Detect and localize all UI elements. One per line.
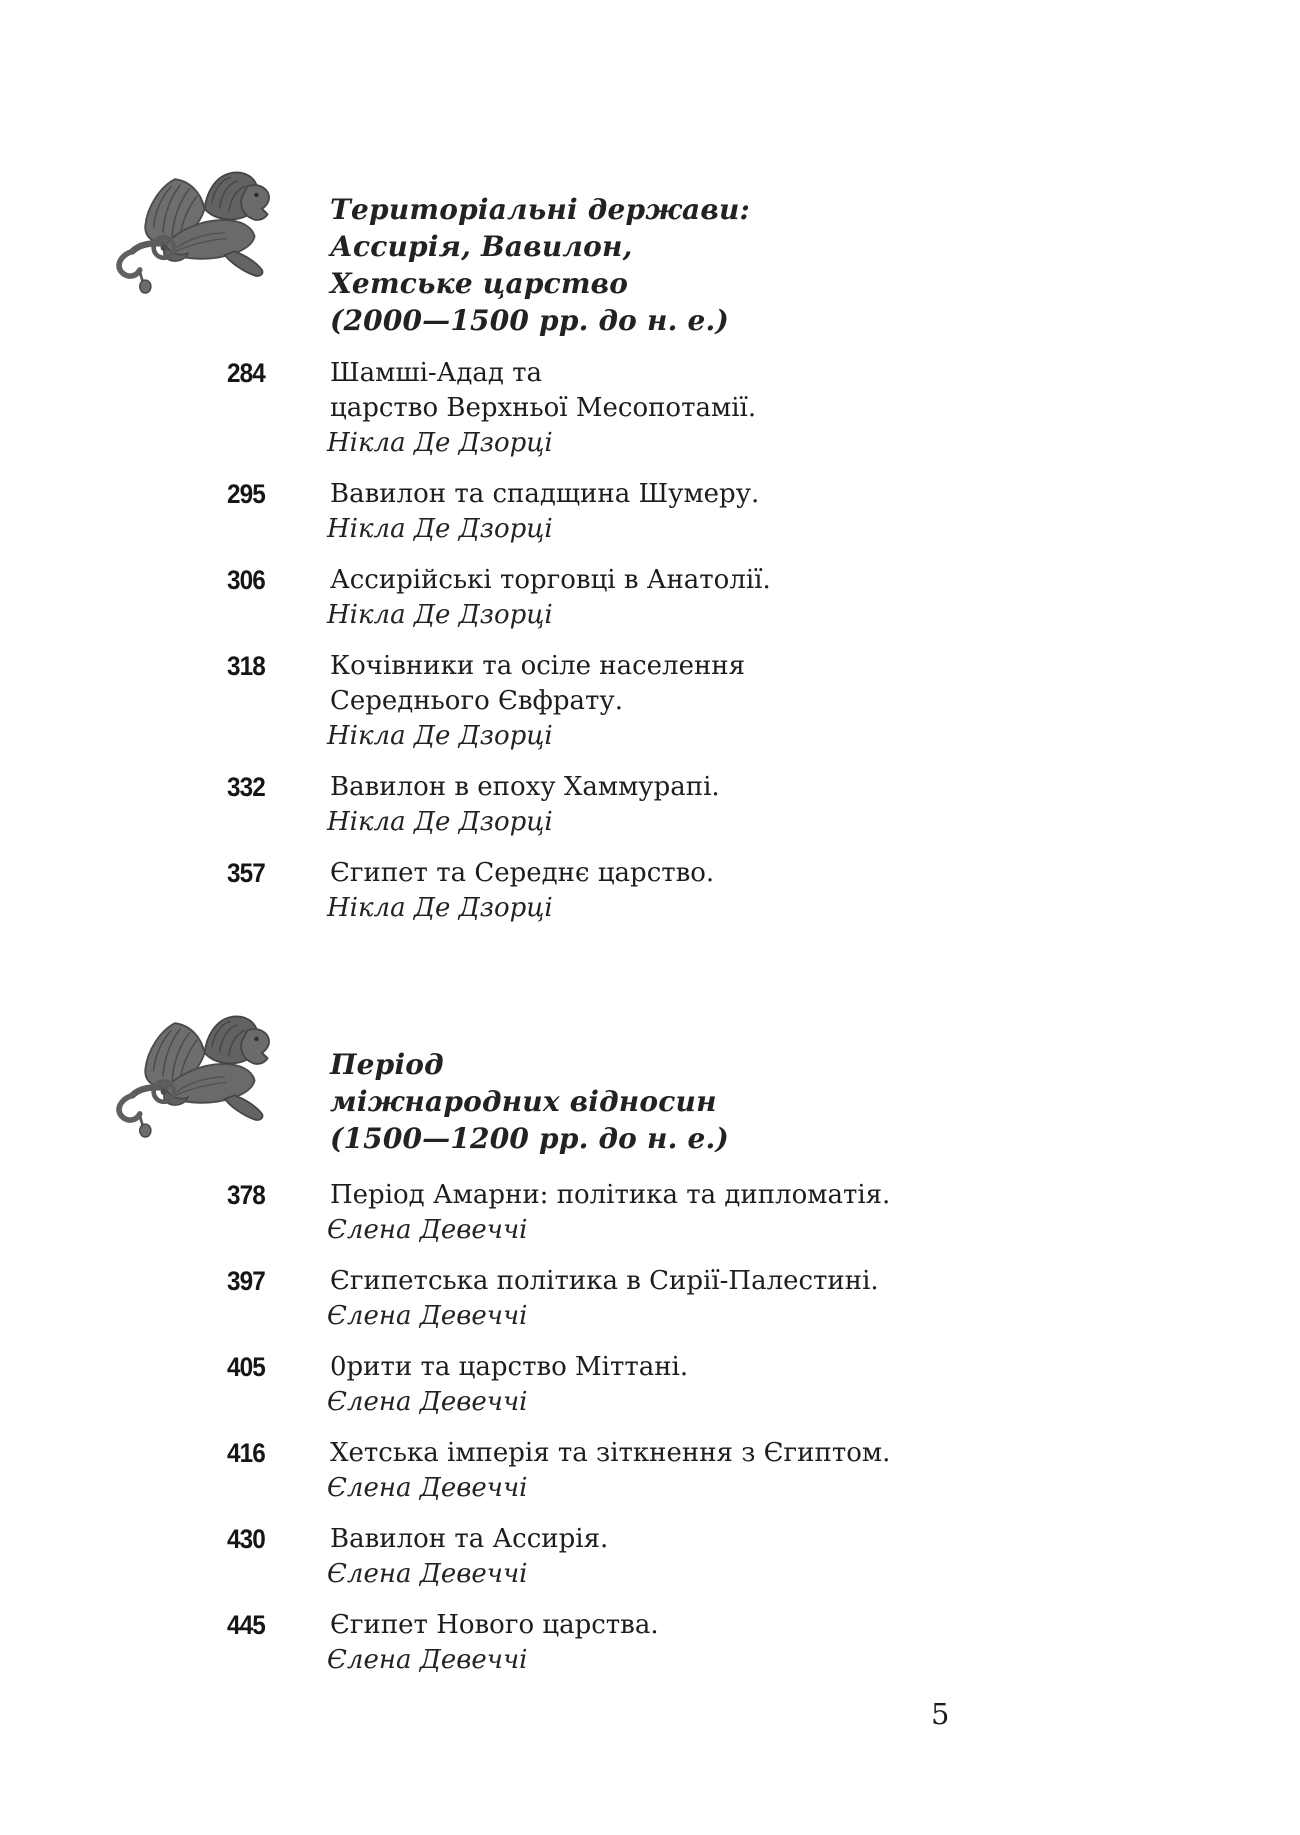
entry-author: Нікла Де Дзорці — [327, 721, 553, 751]
toc-entry — [0, 1608, 1000, 1678]
section-heading-line: Хетське царство — [330, 267, 629, 300]
toc-entry — [0, 856, 1000, 926]
entry-title — [330, 1608, 1000, 1643]
entry-page-number: 318 — [227, 651, 265, 681]
toc-entry — [0, 356, 1000, 461]
toc-entry — [0, 1350, 1000, 1420]
toc-entry — [0, 1264, 1000, 1334]
entry-author: Єлена Девеччі — [327, 1473, 528, 1503]
section-entry-list — [0, 1178, 1000, 1694]
entry-page-number: 397 — [227, 1266, 265, 1296]
section-heading-line: міжнародних відносин — [330, 1085, 717, 1118]
entry-title-line: Єгипет та Середнє царство. — [330, 858, 715, 888]
section-heading-line: Період — [330, 1048, 444, 1081]
entry-page-number: 357 — [227, 858, 265, 888]
section-heading — [330, 1046, 729, 1157]
toc-entry — [0, 649, 1000, 754]
entry-page-number: 445 — [227, 1610, 265, 1640]
section-heading-line: (1500—1200 рр. до н. е.) — [330, 1122, 729, 1155]
section-heading — [330, 191, 750, 339]
entry-title — [330, 1264, 1000, 1299]
winged-lion-fibula-icon — [112, 164, 274, 298]
entry-page-number: 284 — [227, 358, 265, 388]
section-heading-line: Ассирія, Вавилон, — [330, 230, 633, 263]
section-heading-line: Територіальні держави: — [330, 193, 751, 226]
entry-author: Нікла Де Дзорці — [327, 807, 553, 837]
entry-page-number: 378 — [227, 1180, 265, 1210]
entry-title-line: Ассирійські торговці в Анатолії. — [330, 565, 771, 595]
entry-title-line: Вавилон та Ассирія. — [330, 1524, 609, 1554]
entry-author: Нікла Де Дзорці — [327, 600, 553, 630]
entry-title-line: Хетська імперія та зіткнення з Єгиптом. — [330, 1438, 891, 1468]
entry-title — [330, 856, 1000, 891]
toc-entry — [0, 563, 1000, 633]
winged-lion-fibula-icon — [112, 1008, 274, 1142]
entry-title — [330, 563, 1000, 598]
entry-title-line: Шамші-Адад та — [330, 358, 543, 388]
section-entry-list — [0, 356, 1000, 942]
entry-page-number: 306 — [227, 565, 265, 595]
entry-title — [330, 1178, 1000, 1213]
entry-title — [330, 356, 1000, 426]
entry-title — [330, 1436, 1000, 1471]
entry-title-line: 0рити та царство Міттані. — [330, 1352, 689, 1382]
entry-author: Єлена Девеччі — [327, 1645, 528, 1675]
toc-entry — [0, 770, 1000, 840]
entry-title-line: Єгипет Нового царства. — [330, 1610, 659, 1640]
toc-entry — [0, 477, 1000, 547]
entry-author: Єлена Девеччі — [327, 1215, 528, 1245]
entry-title — [330, 770, 1000, 805]
entry-title-line: Єгипетська політика в Сирії-Палестині. — [330, 1266, 879, 1296]
entry-author: Єлена Девеччі — [327, 1387, 528, 1417]
entry-title-line: Період Амарни: політика та дипломатія. — [330, 1180, 891, 1210]
entry-title-line: Вавилон в епоху Хаммурапі. — [330, 772, 720, 802]
entry-page-number: 332 — [227, 772, 265, 802]
entry-page-number: 295 — [227, 479, 265, 509]
toc-entry — [0, 1436, 1000, 1506]
entry-author: Нікла Де Дзорці — [327, 514, 553, 544]
page-number: 5 — [931, 1697, 950, 1731]
entry-page-number: 416 — [227, 1438, 265, 1468]
entry-title-line: Кочівники та осіле населення — [330, 651, 746, 681]
entry-title — [330, 1350, 1000, 1385]
entry-title — [330, 477, 1000, 512]
entry-author: Єлена Девеччі — [327, 1559, 528, 1589]
entry-title-line: Вавилон та спадщина Шумеру. — [330, 479, 760, 509]
entry-page-number: 430 — [227, 1524, 265, 1554]
entry-title — [330, 1522, 1000, 1557]
entry-title — [330, 649, 1000, 719]
entry-author: Нікла Де Дзорці — [327, 893, 553, 923]
entry-title-line: Середнього Євфрату. — [330, 686, 623, 716]
entry-author: Єлена Девеччі — [327, 1301, 528, 1331]
toc-entry — [0, 1522, 1000, 1592]
toc-entry — [0, 1178, 1000, 1248]
entry-page-number: 405 — [227, 1352, 265, 1382]
section-heading-line: (2000—1500 рр. до н. е.) — [330, 304, 729, 337]
entry-title-line: царство Верхньої Месопотамії. — [330, 393, 757, 423]
entry-author: Нікла Де Дзорці — [327, 428, 553, 458]
